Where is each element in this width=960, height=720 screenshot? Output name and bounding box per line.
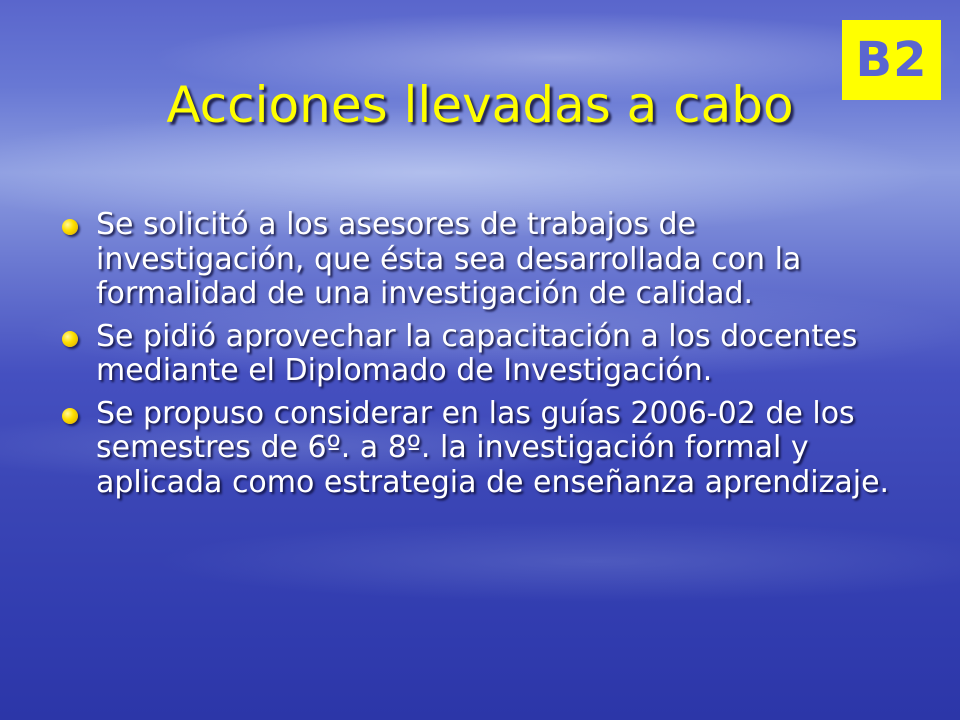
bullet-dot-icon: [62, 219, 78, 235]
bullet-list: [60, 208, 895, 508]
bullet-text: Se solicitó a los asesores de trabajos de investigación, que ésta sea desarrollada con la formalidad de una investigación de calidad.: [96, 207, 802, 311]
badge-label: B2: [855, 32, 928, 88]
slide-title: Acciones llevadas a cabo: [166, 76, 794, 134]
bullet-item: [60, 208, 895, 312]
bullet-item: [60, 320, 895, 389]
bullet-dot-icon: [62, 408, 78, 424]
bullet-dot-icon: [62, 331, 78, 347]
bullet-text: Se pidió aprovechar la capacitación a los docentes mediante el Diplomado de Investigación.: [96, 318, 858, 388]
bullet-text: Se propuso considerar en las guías 2006-02 de los semestres de 6º. a 8º. la investigación formal y aplicada como estrategia de enseñanza aprendizaje.: [96, 395, 890, 500]
bullet-item: [60, 397, 895, 501]
